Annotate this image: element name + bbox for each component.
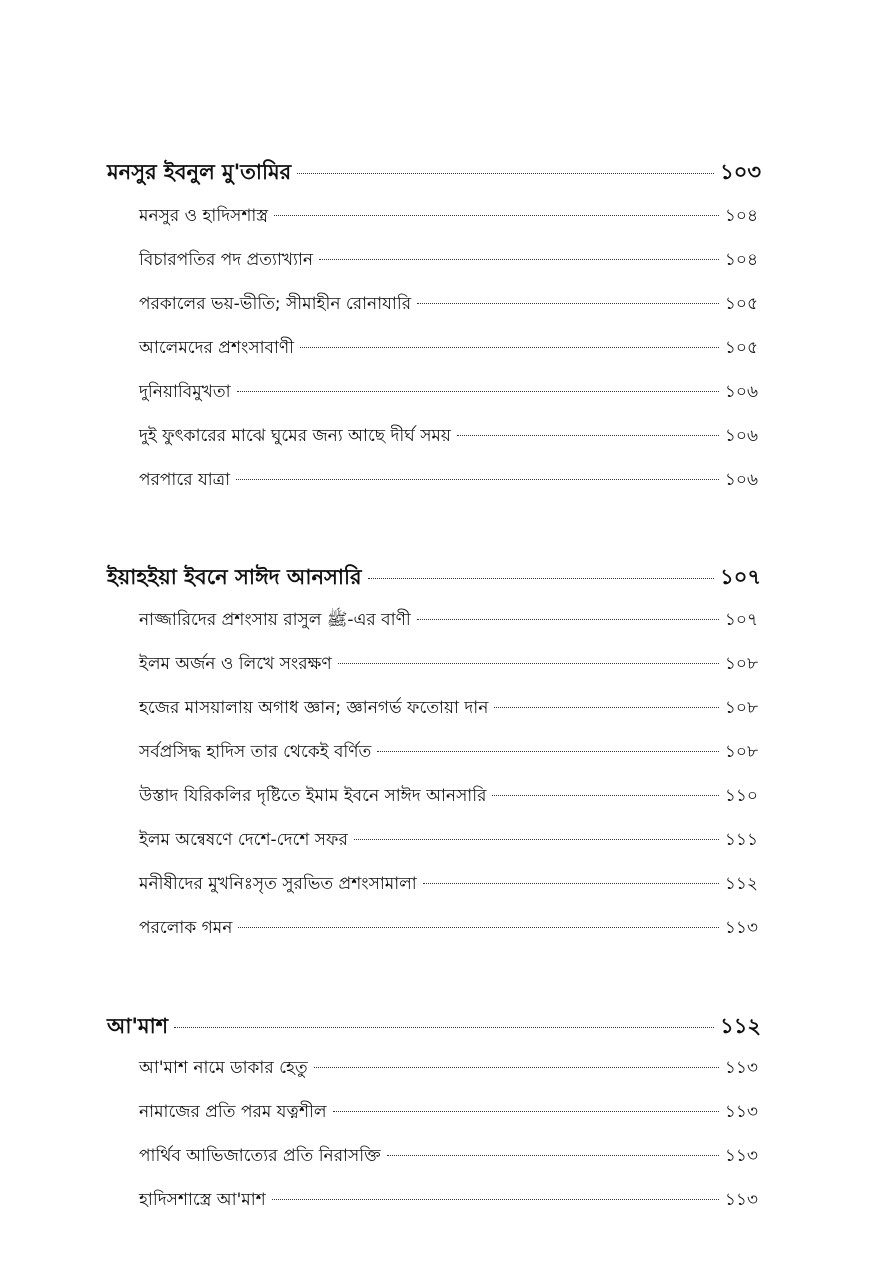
dot-leader bbox=[377, 751, 719, 752]
dot-leader bbox=[494, 707, 719, 708]
heading-title: মনসুর ইবনুল মু'তামির bbox=[107, 160, 292, 184]
page-number: ১১০ bbox=[724, 786, 758, 806]
dot-leader bbox=[457, 435, 719, 436]
page-number: ১০৮ bbox=[724, 742, 758, 762]
entry-title: হজের মাসয়ালায় অগাধ জ্ঞান; জ্ঞানগর্ভ ফতোয়া দান bbox=[139, 698, 489, 718]
entry-title: আলেমদের প্রশংসাবাণী bbox=[139, 338, 295, 358]
toc-entry[interactable] bbox=[139, 695, 758, 725]
page-number: ১০৫ bbox=[724, 338, 758, 358]
toc-entry[interactable] bbox=[139, 739, 758, 769]
entry-title: সর্বপ্রসিদ্ধ হাদিস তার থেকেই বর্ণিত bbox=[139, 742, 372, 762]
page-number: ১০৭ bbox=[720, 565, 761, 589]
entry-title: ইলম অন্বেষণে দেশে-দেশে সফর bbox=[139, 830, 348, 850]
toc-entry[interactable] bbox=[139, 915, 758, 945]
dot-leader bbox=[417, 619, 719, 620]
page-number: ১০৪ bbox=[724, 206, 758, 226]
dot-leader bbox=[319, 259, 719, 260]
toc-entry[interactable] bbox=[139, 827, 758, 857]
page-number: ১০৬ bbox=[724, 426, 758, 446]
dot-leader bbox=[492, 795, 718, 796]
toc-entry[interactable] bbox=[139, 467, 758, 497]
entry-title: নাজ্জারিদের প্রশংসায় রাসুল ﷺ-এর বাণী bbox=[139, 610, 411, 630]
entry-title: নামাজের প্রতি পরম যত্নশীল bbox=[139, 1102, 327, 1122]
toc-entry[interactable] bbox=[139, 203, 758, 233]
page-number: ১১৩ bbox=[724, 1058, 758, 1078]
page-number: ১০৪ bbox=[724, 250, 758, 270]
entry-title: আ'মাশ নামে ডাকার হেতু bbox=[139, 1058, 308, 1078]
entry-title: পরকালের ভয়-ভীতি; সীমাহীন রোনাযারি bbox=[139, 294, 412, 314]
toc-entry[interactable] bbox=[139, 1055, 758, 1085]
page-number: ১১২ bbox=[720, 1014, 761, 1038]
dot-leader bbox=[297, 173, 714, 174]
toc-heading[interactable] bbox=[107, 1010, 761, 1044]
dot-leader bbox=[333, 1111, 719, 1112]
toc-entry[interactable] bbox=[139, 1143, 758, 1173]
toc-entry[interactable] bbox=[139, 423, 758, 453]
toc-entry[interactable] bbox=[139, 651, 758, 681]
page-number: ১০৩ bbox=[720, 160, 761, 184]
dot-leader bbox=[274, 215, 719, 216]
entry-title: পরপারে যাত্রা bbox=[139, 470, 231, 490]
dot-leader bbox=[238, 927, 719, 928]
entry-title: মনসুর ও হাদিসশাস্ত্র bbox=[139, 206, 269, 226]
entry-title: পার্থিব আভিজাত্যের প্রতি নিরাসক্তি bbox=[139, 1146, 381, 1166]
toc-entry[interactable] bbox=[139, 607, 758, 637]
dot-leader bbox=[417, 303, 719, 304]
toc-entry[interactable] bbox=[139, 291, 758, 321]
entry-title: দুই ফুৎকারের মাঝে ঘুমের জন্য আছে দীর্ঘ সময় bbox=[139, 426, 451, 446]
page-number: ১০৭ bbox=[724, 610, 758, 630]
dot-leader bbox=[338, 663, 719, 664]
heading-title: ইয়াহইয়া ইবনে সাঈদ আনসারি bbox=[107, 565, 362, 589]
page-number: ১১৩ bbox=[724, 1190, 758, 1210]
dot-leader bbox=[272, 1199, 719, 1200]
dot-leader bbox=[236, 479, 719, 480]
dot-leader bbox=[300, 347, 719, 348]
dot-leader bbox=[387, 1155, 719, 1156]
toc-entry[interactable] bbox=[139, 247, 758, 277]
page-number: ১১১ bbox=[724, 830, 758, 850]
dot-leader bbox=[174, 1027, 714, 1028]
dot-leader bbox=[368, 578, 714, 579]
toc-heading[interactable] bbox=[107, 156, 761, 190]
entry-title: মনীষীদের মুখনিঃসৃত সুরভিত প্রশংসামালা bbox=[139, 874, 417, 894]
page-number: ১০৬ bbox=[724, 470, 758, 490]
page-number: ১১২ bbox=[724, 874, 758, 894]
page-number: ১০৮ bbox=[724, 654, 758, 674]
dot-leader bbox=[354, 839, 719, 840]
page-number: ১০৬ bbox=[724, 382, 758, 402]
entry-title: দুনিয়াবিমুখতা bbox=[139, 382, 231, 402]
entry-title: পরলোক গমন bbox=[139, 918, 233, 938]
dot-leader bbox=[423, 883, 719, 884]
toc-entry[interactable] bbox=[139, 1099, 758, 1129]
toc-entry[interactable] bbox=[139, 871, 758, 901]
page-number: ১১৩ bbox=[724, 1146, 758, 1166]
entry-title: হাদিসশাস্ত্রে আ'মাশ bbox=[139, 1190, 266, 1210]
entry-title: উস্তাদ যিরিকলির দৃষ্টিতে ইমাম ইবনে সাঈদ আনসারি bbox=[139, 786, 487, 806]
entry-title: বিচারপতির পদ প্রত্যাখ্যান bbox=[139, 250, 314, 270]
dot-leader bbox=[314, 1067, 719, 1068]
toc-entry[interactable] bbox=[139, 783, 758, 813]
page-number: ১১৩ bbox=[724, 918, 758, 938]
toc-entry[interactable] bbox=[139, 335, 758, 365]
toc-entry[interactable] bbox=[139, 1187, 758, 1217]
entry-title: ইলম অর্জন ও লিখে সংরক্ষণ bbox=[139, 654, 332, 674]
page-number: ১১৩ bbox=[724, 1102, 758, 1122]
dot-leader bbox=[237, 391, 719, 392]
toc-entry[interactable] bbox=[139, 379, 758, 409]
heading-title: আ'মাশ bbox=[107, 1014, 169, 1038]
page-number: ১০৮ bbox=[724, 698, 758, 718]
page-number: ১০৫ bbox=[724, 294, 758, 314]
toc-heading[interactable] bbox=[107, 561, 761, 595]
